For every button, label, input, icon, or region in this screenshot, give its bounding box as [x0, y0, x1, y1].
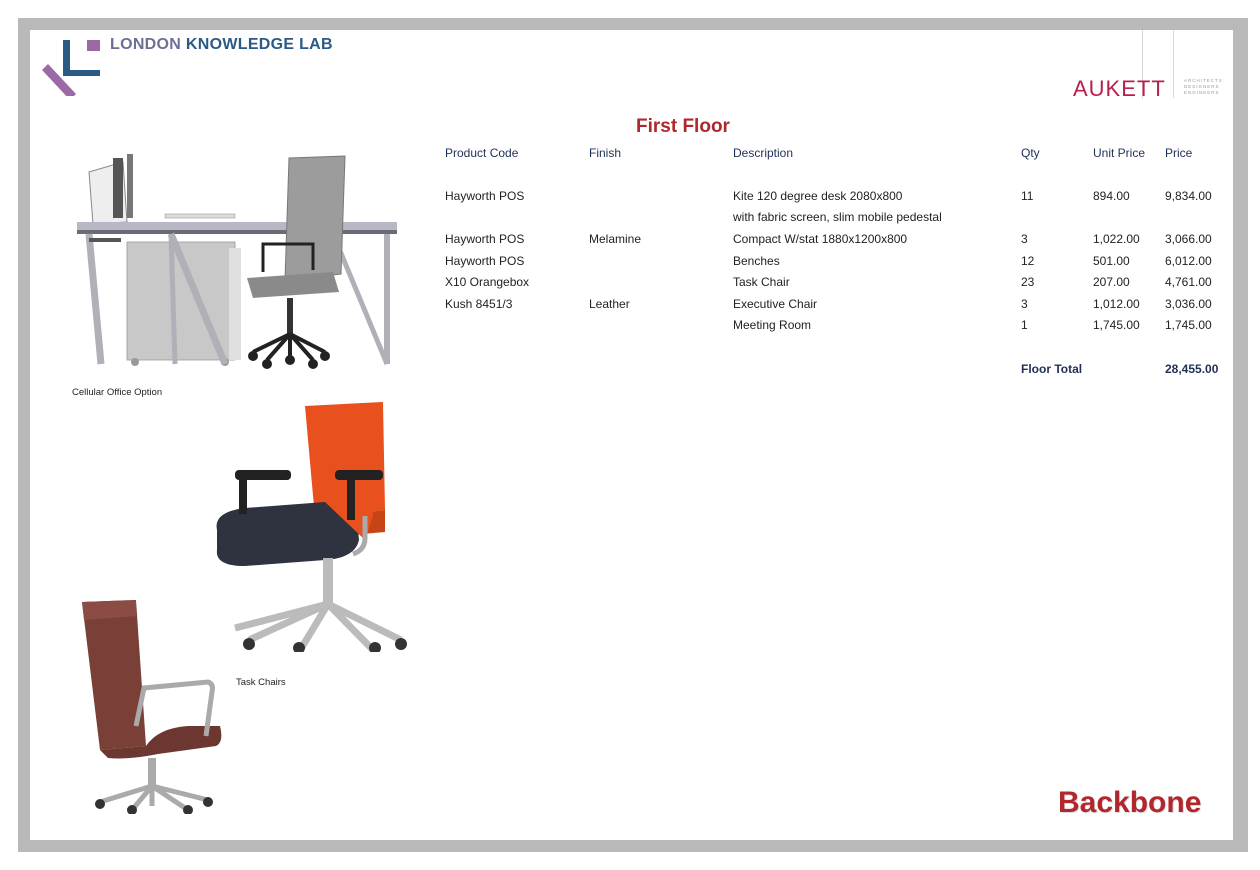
row-description: Kite 120 degree desk 2080x800 — [733, 189, 903, 203]
row-description: Compact W/stat 1880x1200x800 — [733, 232, 908, 246]
row-finish: Melamine — [589, 232, 642, 246]
row-price: 4,761.00 — [1165, 275, 1212, 289]
row-qty: 3 — [1021, 297, 1028, 311]
header-product-code: Product Code — [445, 146, 519, 160]
row-price: 3,066.00 — [1165, 232, 1212, 246]
row-unit-price: 1,022.00 — [1093, 232, 1140, 246]
floor-total-value: 28,455.00 — [1165, 362, 1219, 376]
desk-caption: Cellular Office Option — [72, 387, 163, 398]
row-unit-price: 501.00 — [1093, 254, 1130, 268]
header-divider — [1173, 30, 1174, 98]
header-qty: Qty — [1021, 146, 1040, 160]
aukett-tagline: ARCHITECTS DESIGNERS ENGINEERS — [1184, 78, 1223, 95]
row-unit-price: 1,012.00 — [1093, 297, 1140, 311]
floor-total-label: Floor Total — [1021, 362, 1083, 376]
header-price: Price — [1165, 146, 1193, 160]
row-description-line2: with fabric screen, slim mobile pedestal — [733, 210, 942, 224]
row-product-code: Hayworth POS — [445, 254, 525, 268]
row-product-code: Kush 8451/3 — [445, 297, 513, 311]
row-price: 6,012.00 — [1165, 254, 1212, 268]
row-product-code: Hayworth POS — [445, 189, 525, 203]
row-unit-price: 1,745.00 — [1093, 318, 1140, 332]
header-finish: Finish — [589, 146, 622, 160]
leather-executive-chair-image — [78, 596, 228, 814]
row-qty: 1 — [1021, 318, 1028, 332]
london-knowledge-lab-logo — [36, 36, 106, 96]
logo-text-part2: KNOWLEDGE LAB — [185, 36, 333, 53]
slide-page — [30, 30, 1233, 840]
row-description: Executive Chair — [733, 297, 818, 311]
header-description: Description — [733, 146, 794, 160]
row-description: Meeting Room — [733, 318, 812, 332]
row-unit-price: 894.00 — [1093, 189, 1130, 203]
row-finish: Leather — [589, 297, 630, 311]
row-qty: 12 — [1021, 254, 1035, 268]
row-qty: 11 — [1021, 189, 1034, 203]
header-unit-price: Unit Price — [1093, 146, 1146, 160]
chairs-caption: Task Chairs — [236, 677, 286, 688]
backbone-brand: Backbone — [1058, 786, 1202, 819]
row-unit-price: 207.00 — [1093, 275, 1130, 289]
row-price: 9,834.00 — [1165, 189, 1212, 203]
row-price: 1,745.00 — [1165, 318, 1212, 332]
row-product-code: Hayworth POS — [445, 232, 525, 246]
row-description: Task Chair — [733, 275, 790, 289]
logo-text-part1: LONDON — [110, 36, 182, 53]
row-product-code: X10 Orangebox — [445, 275, 530, 289]
page-title: First Floor — [636, 116, 730, 137]
row-description: Benches — [733, 254, 780, 268]
row-qty: 23 — [1021, 275, 1035, 289]
row-price: 3,036.00 — [1165, 297, 1212, 311]
orange-task-chair-image — [205, 390, 415, 652]
row-qty: 3 — [1021, 232, 1028, 246]
desk-workstation-image — [75, 152, 405, 370]
aukett-logo: AUKETT — [1073, 76, 1166, 101]
london-knowledge-lab-wordmark — [110, 36, 333, 54]
